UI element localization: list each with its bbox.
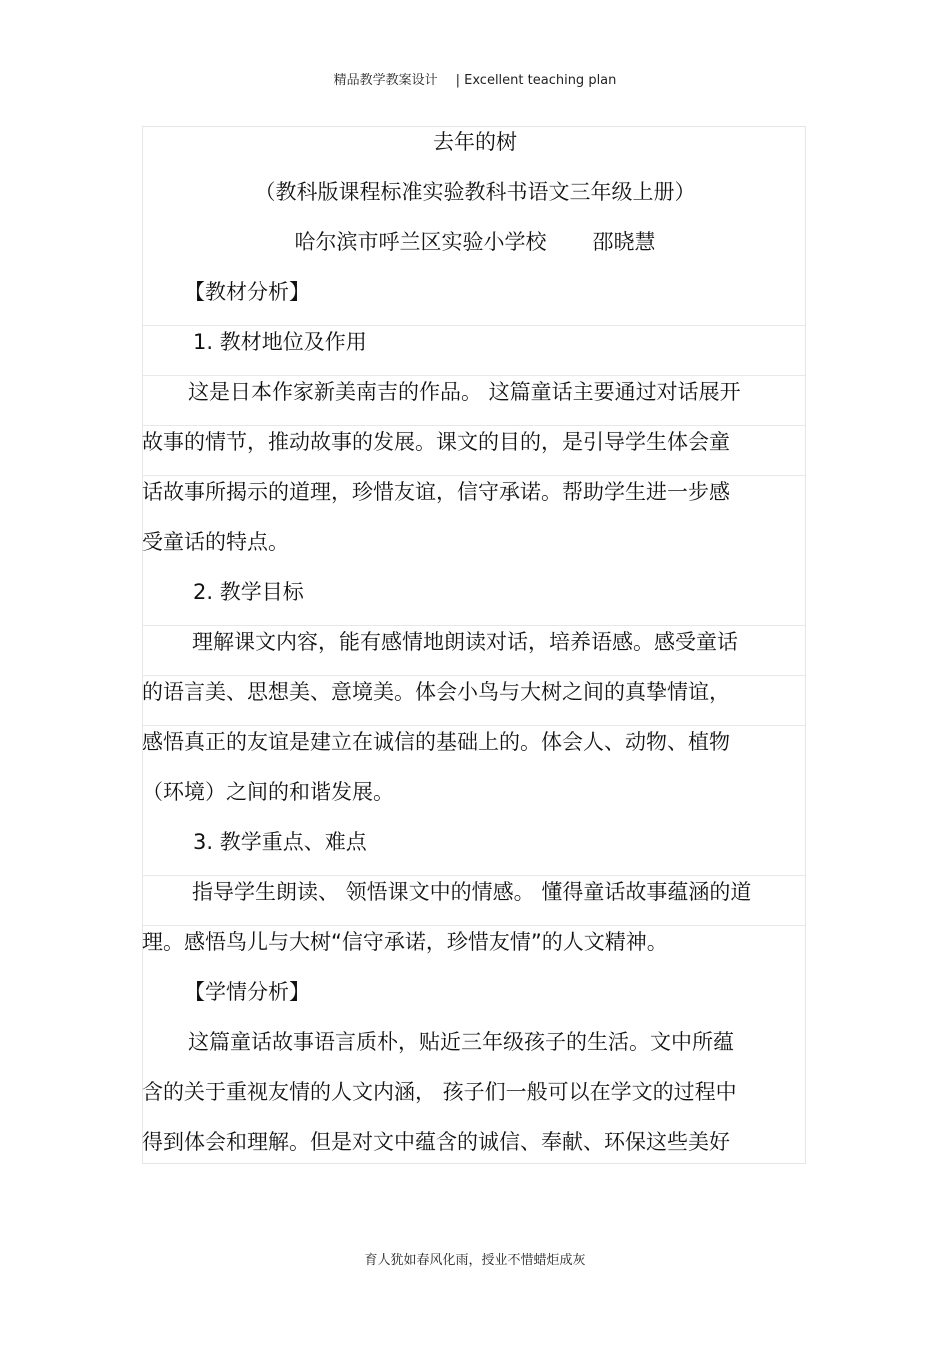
paragraph-line: 话故事所揭示的道理，珍惜友谊，信守承诺。帮助学生进一步感 [142, 480, 730, 504]
paragraph-line: 这是日本作家新美南吉的作品。 这篇童话主要通过对话展开 [188, 380, 741, 404]
subheading-role: 1. 教材地位及作用 [193, 330, 367, 354]
divider [142, 725, 806, 726]
divider [142, 625, 806, 626]
divider [142, 425, 806, 426]
paragraph-line: 得到体会和理解。但是对文中蕴含的诚信、奉献、环保这些美好 [142, 1130, 730, 1154]
subheading-key-points: 3. 教学重点、难点 [193, 830, 367, 854]
header-title-en: | Excellent teaching plan [455, 73, 617, 88]
author-name: 邵晓慧 [592, 230, 656, 254]
divider [142, 875, 806, 876]
paragraph-line: 含的关于重视友情的人文内涵， 孩子们一般可以在学文的过程中 [142, 1080, 737, 1104]
page-footer: 育人犹如春风化雨，授业不惜蜡炬成灰 [364, 1253, 586, 1268]
divider [142, 675, 806, 676]
document-title: 去年的树 [433, 130, 517, 154]
document-subtitle: （教科版课程标准实验教科书语文三年级上册） [254, 180, 696, 204]
page-header [0, 69, 950, 88]
paragraph-line: 理。感悟鸟儿与大树“信守承诺，珍惜友情”的人文精神。 [142, 930, 668, 954]
header-title-cn: 精品教学教案设计 [333, 73, 438, 88]
subheading-objectives: 2. 教学目标 [193, 580, 304, 604]
section-heading-learner-analysis: 【学情分析】 [184, 980, 310, 1004]
section-heading-textbook-analysis: 【教材分析】 [184, 280, 310, 304]
divider [142, 475, 806, 476]
paragraph-line: 受童话的特点。 [142, 530, 289, 554]
paragraph-line: 理解课文内容，能有感情地朗读对话，培养语感。感受童话 [192, 630, 738, 654]
paragraph-line: 指导学生朗读、 领悟课文中的情感。 懂得童话故事蕴涵的道 [192, 880, 752, 904]
paragraph-line: 故事的情节，推动故事的发展。课文的目的，是引导学生体会童 [142, 430, 730, 454]
author-line [0, 228, 950, 256]
divider [142, 325, 806, 326]
paragraph-line: 感悟真正的友谊是建立在诚信的基础上的。体会人、动物、植物 [142, 730, 730, 754]
paragraph-line: 这篇童话故事语言质朴，贴近三年级孩子的生活。文中所蕴 [188, 1030, 734, 1054]
paragraph-line: （环境）之间的和谐发展。 [142, 780, 394, 804]
divider [142, 925, 806, 926]
paragraph-line: 的语言美、思想美、意境美。体会小鸟与大树之间的真挚情谊， [142, 680, 730, 704]
school-name: 哈尔滨市呼兰区实验小学校 [294, 230, 547, 254]
divider [142, 375, 806, 376]
